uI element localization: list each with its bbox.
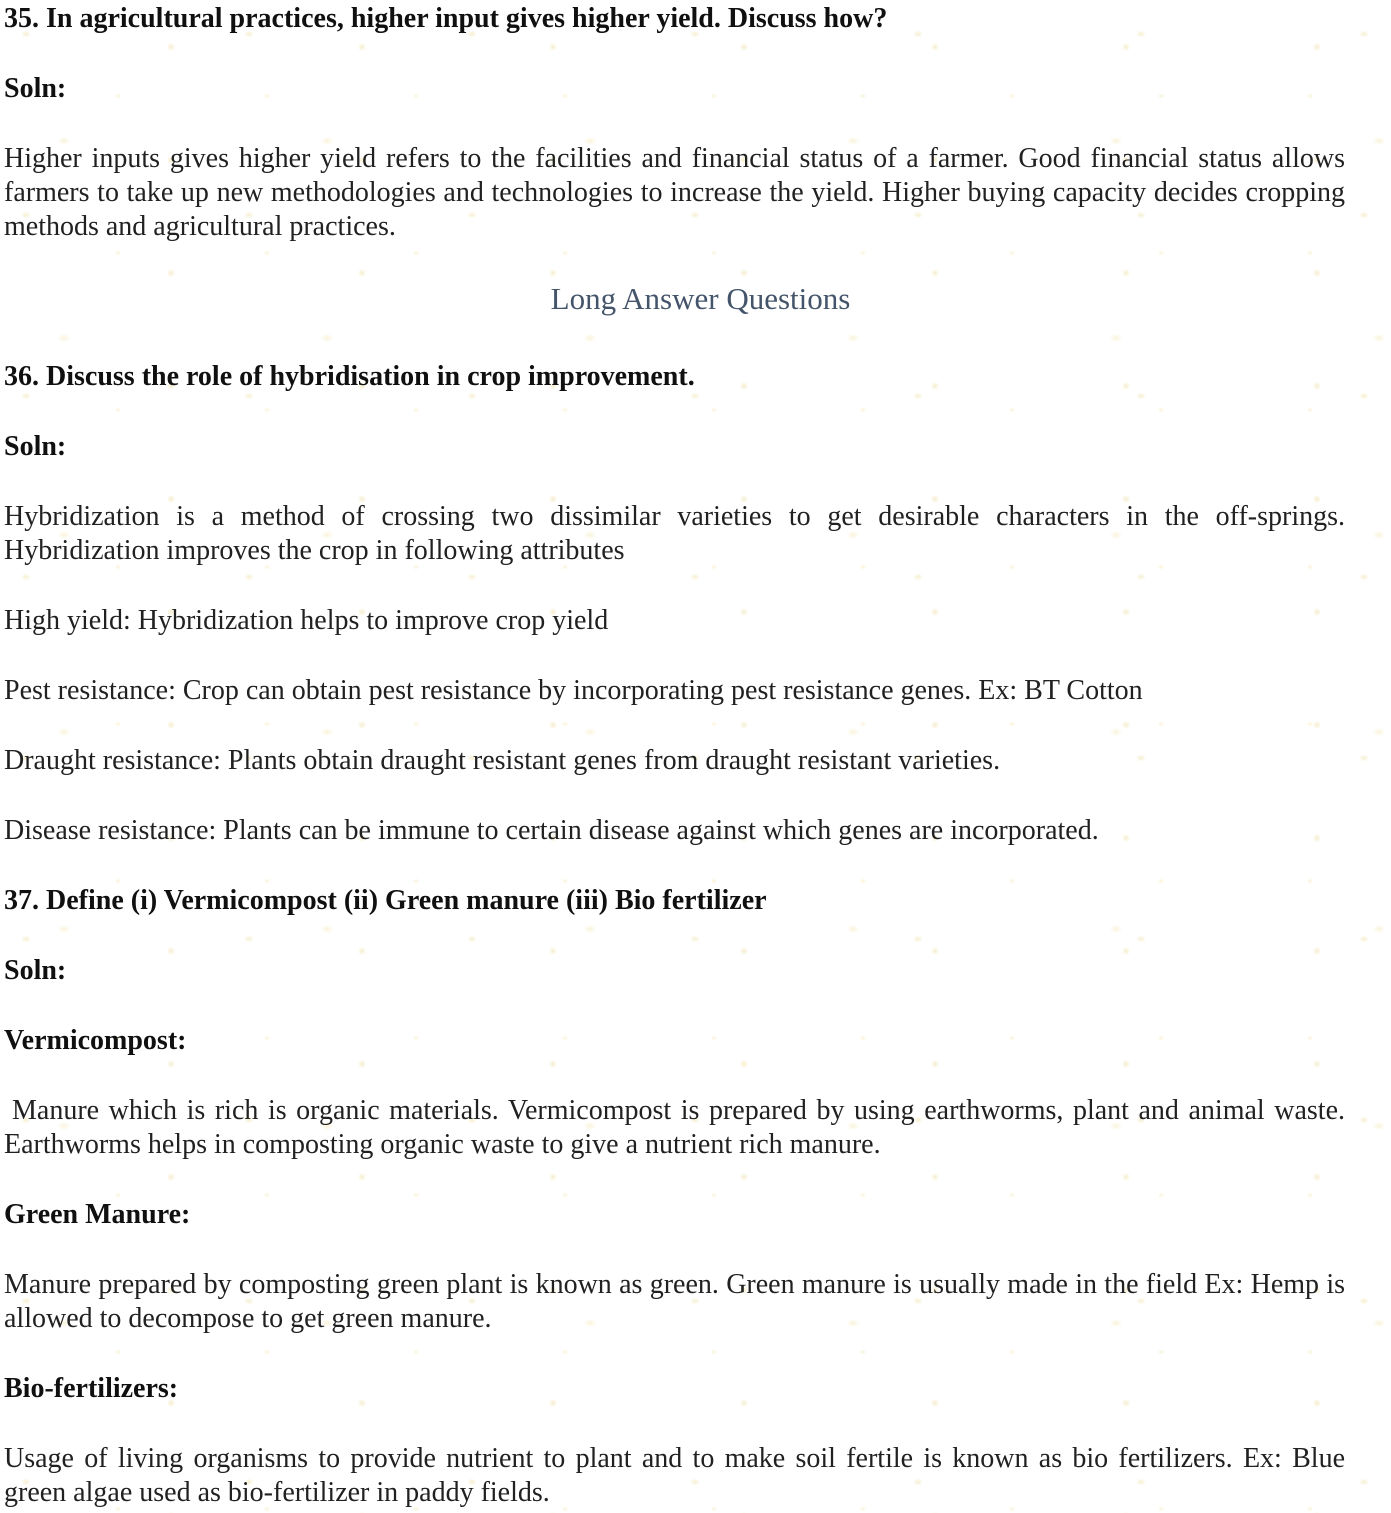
answer-36-intro: Hybridization is a method of crossing two dissimilar varieties to get desirable characters in the off-springs. Hybridization improves the crop in following attributes bbox=[4, 501, 1345, 566]
definition-vermicompost: Manure which is rich is organic materials. Vermicompost is prepared by using earthworms, plant and animal waste. Earthworms helps in composting organic waste to give a nutrient rich manure. bbox=[4, 1095, 1345, 1160]
question-37: 37. Define (i) Vermicompost (ii) Green manure (iii) Bio fertilizer bbox=[4, 885, 767, 916]
answer-36-high-yield: High yield: Hybridization helps to improve crop yield bbox=[4, 605, 609, 636]
term-green-manure: Green Manure: bbox=[4, 1199, 191, 1230]
term-bio-fertilizers: Bio-fertilizers: bbox=[4, 1373, 179, 1404]
section-heading-long-answer-questions: Long Answer Questions bbox=[550, 281, 851, 316]
definition-bio-fertilizers: Usage of living organisms to provide nutrient to plant and to make soil fertile is known as bio fertilizers. Ex: Blue green algae used as bio-fertilizer in paddy fields. bbox=[4, 1443, 1345, 1508]
term-vermicompost: Vermicompost: bbox=[4, 1025, 187, 1056]
answer-36-draught-resistance: Draught resistance: Plants obtain draught resistant genes from draught resistant varieties. bbox=[4, 745, 1001, 776]
answer-36-disease-resistance: Disease resistance: Plants can be immune to certain disease against which genes are incorporated. bbox=[4, 815, 1099, 846]
question-36: 36. Discuss the role of hybridisation in crop improvement. bbox=[4, 361, 695, 392]
soln-label-q36: Soln: bbox=[4, 431, 67, 462]
answer-36-pest-resistance: Pest resistance: Crop can obtain pest resistance by incorporating pest resistance genes. Ex: BT Cotton bbox=[4, 675, 1143, 706]
question-35: 35. In agricultural practices, higher input gives higher yield. Discuss how? bbox=[4, 3, 888, 34]
answer-35-paragraph: Higher inputs gives higher yield refers to the facilities and financial status of a farmer. Good financial status allows farmers to take up new methodologies and technologies to increase the yield. Higher buying capacity decides cropping methods and agricultural practices. bbox=[4, 143, 1345, 242]
definition-green-manure: Manure prepared by composting green plant is known as green. Green manure is usually made in the field Ex: Hemp is allowed to decompose to get green manure. bbox=[4, 1269, 1345, 1334]
soln-label-q37: Soln: bbox=[4, 955, 67, 986]
soln-label-q35: Soln: bbox=[4, 73, 67, 104]
